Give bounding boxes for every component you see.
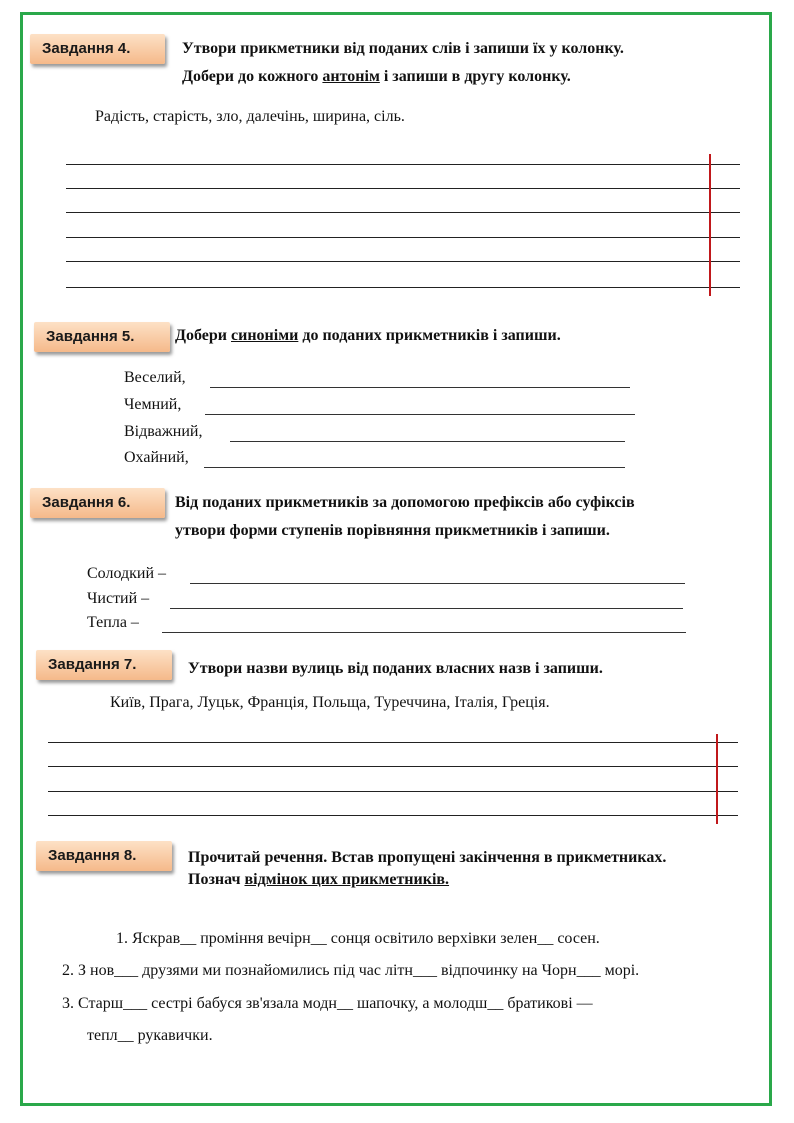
task7-instruction: Утвори назви вулиць від поданих власних назв і запиши. xyxy=(188,660,603,677)
sentence-1: 1. Яскрав__ проміння вечірн__ сонця освітило верхівки зелен__ сосен. xyxy=(116,930,600,947)
writing-line xyxy=(48,791,738,792)
answer-line xyxy=(205,414,635,415)
task6-item-1: Солодкий – xyxy=(87,565,167,582)
sentence-2: 2. З нов___ друзями ми познайомились під час літн___ відпочинку на Чорн___ морі. xyxy=(62,962,640,979)
task4-instruction xyxy=(182,35,624,91)
sentence-3-continued: тепл__ рукавички. xyxy=(87,1027,213,1044)
writing-line xyxy=(48,815,738,816)
answer-line xyxy=(210,387,630,388)
task8-underlined-phrase: відмінок цих прикметників. xyxy=(244,871,450,888)
writing-line xyxy=(48,766,738,767)
task5-item-2: Чемний, xyxy=(124,396,182,413)
task8-instruction xyxy=(188,844,666,894)
answer-line xyxy=(170,608,683,609)
task5-item-1: Веселий, xyxy=(124,369,186,386)
writing-line xyxy=(66,188,740,189)
task5-instruction: Добери синоніми до поданих прикметників і запиши. xyxy=(175,327,561,344)
task5-underlined-word: синоніми xyxy=(231,327,299,344)
column-divider xyxy=(709,154,711,296)
answer-line xyxy=(230,441,625,442)
sentence-3: 3. Старш___ сестрі бабуся зв'язала модн__ шапочку, а молодш__ братикові — xyxy=(62,995,593,1012)
task5-badge: Завдання 5. xyxy=(34,322,170,352)
task6-item-2: Чистий – xyxy=(87,590,150,607)
task4-badge: Завдання 4. xyxy=(30,34,165,64)
task7-words: Київ, Прага, Луцьк, Франція, Польща, Туреччина, Італія, Греція. xyxy=(110,694,550,711)
writing-line xyxy=(66,287,740,288)
task4-underlined-word: антонім xyxy=(322,68,380,85)
task5-item-4: Охайний, xyxy=(124,449,189,466)
writing-line xyxy=(48,742,738,743)
answer-line xyxy=(190,583,685,584)
task5-item-3: Відважний, xyxy=(124,423,203,440)
answer-line xyxy=(162,632,686,633)
task4-instruction-line1: Утвори прикметники від поданих слів і запиши їх у колонку. xyxy=(182,40,624,57)
writing-line xyxy=(66,261,740,262)
task4-words: Радість, старість, зло, далечінь, ширина, сіль. xyxy=(95,108,405,125)
task6-instruction-line1: Від поданих прикметників за допомогою префіксів або суфіксів xyxy=(175,494,635,511)
column-divider xyxy=(716,734,718,824)
task4-instruction-line2: Добери до кожного антонім і запиши в другу колонку. xyxy=(182,68,571,85)
task6-badge: Завдання 6. xyxy=(30,488,165,518)
task6-item-3: Тепла – xyxy=(87,614,139,631)
task7-badge: Завдання 7. xyxy=(36,650,172,680)
task8-badge: Завдання 8. xyxy=(36,841,172,871)
answer-line xyxy=(204,467,625,468)
writing-line xyxy=(66,237,740,238)
task8-instruction-line2: Познач відмінок цих прикметників. xyxy=(188,871,450,888)
task8-instruction-line1: Прочитай речення. Встав пропущені закінчення в прикметниках. xyxy=(188,849,667,866)
task6-instruction xyxy=(175,489,635,545)
task6-instruction-line2: утвори форми ступенів порівняння прикметників і запиши. xyxy=(175,522,610,539)
writing-line xyxy=(66,164,740,165)
writing-line xyxy=(66,212,740,213)
